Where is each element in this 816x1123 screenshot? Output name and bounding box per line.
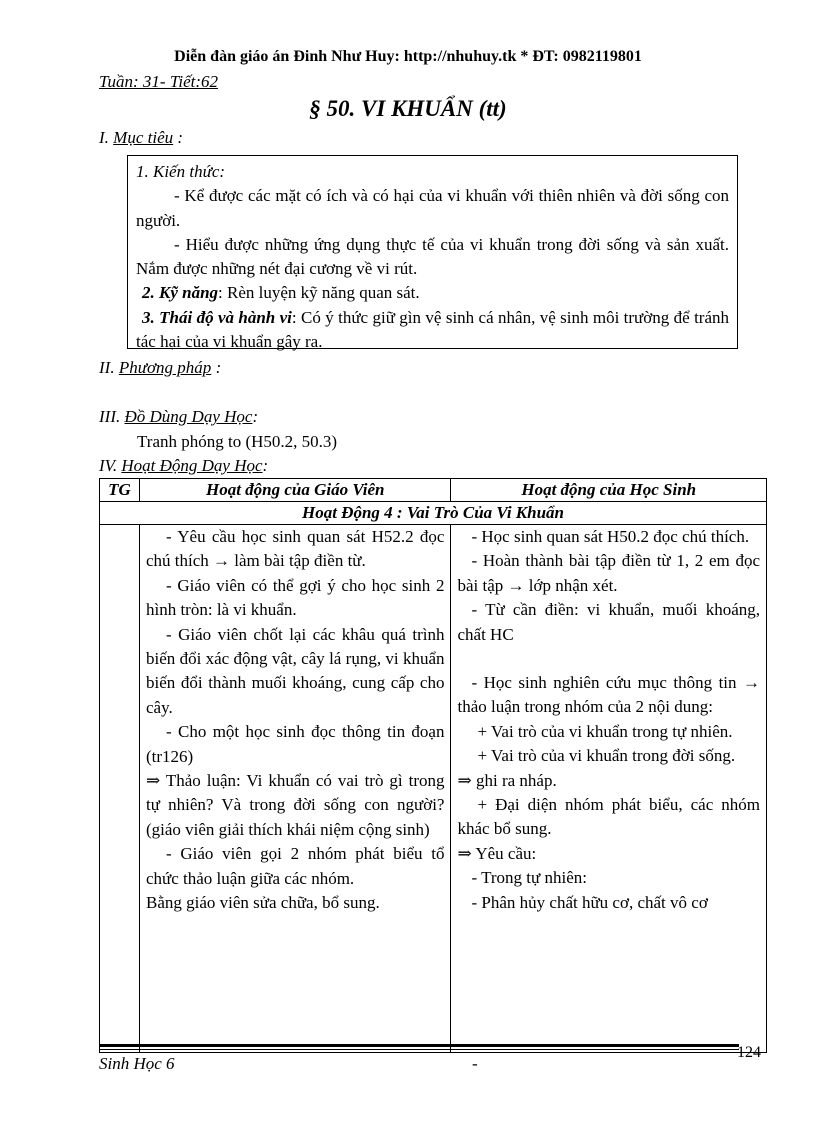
section-materials [99, 407, 258, 427]
content-row [100, 525, 767, 1053]
page-title: § 50. VI KHUẨN (tt) [309, 96, 507, 121]
student-line: + Đại diện nhóm phát biểu, các nhóm khác bổ sung. [457, 795, 760, 839]
section-number: III. [99, 407, 121, 426]
page-number: 124 [737, 1044, 761, 1061]
section-suffix: : [262, 456, 269, 475]
header-student: Hoạt động của Học Sinh [451, 479, 767, 502]
teacher-line: - Giáo viên có thể gợi ý cho học sinh 2 hình tròn: là vi khuẩn. [145, 575, 445, 620]
student-line: ⇒ ghi ra nháp. [457, 770, 557, 790]
tg-cell [100, 525, 140, 1053]
skill-line [136, 281, 729, 305]
attitude-text: : Có ý thức giữ gìn vệ sinh cá nhân, vệ sinh môi trường để tránh tác hại của vi khuẩn gây ra. [136, 307, 729, 352]
section-suffix: : [211, 358, 222, 377]
header-tg: TG [100, 479, 140, 502]
footer-dash: - [472, 1054, 478, 1073]
section-number: II. [99, 358, 115, 377]
student-line: + Vai trò của vi khuẩn trong tự nhiên. [477, 721, 733, 741]
section-suffix: : [173, 128, 184, 147]
section-suffix: : [252, 407, 259, 426]
table-header-row [100, 479, 767, 502]
skill-text: : Rèn luyện kỹ năng quan sát. [218, 283, 420, 303]
section-method [99, 358, 221, 378]
section-label: Hoạt Động Dạy Học [121, 456, 263, 475]
student-line: - Học sinh nghiên cứu mục thông tin → thảo luận trong nhóm của 2 nội dung: [457, 673, 760, 717]
student-line: - Trong tự nhiên: [471, 868, 587, 888]
student-line: ⇒ Yêu cầu: [457, 843, 537, 863]
teacher-line: Bằng giáo viên sửa chữa, bổ sung. [145, 893, 380, 913]
section-label: Mục tiêu [113, 128, 174, 147]
teacher-cell [139, 525, 451, 1053]
footer-rule-thick [99, 1044, 739, 1047]
student-line: - Học sinh quan sát H50.2 đọc chú thích. [471, 527, 750, 546]
activity-title: Hoạt Động 4 : Vai Trò Của Vi Khuẩn [100, 502, 767, 525]
student-cell [451, 525, 767, 1053]
student-line: - Từ cần điền: vi khuẩn, muối khoáng, chất HC [457, 600, 760, 644]
header-line: Diễn đàn giáo án Đinh Như Huy: http://nhuhuy.tk * ĐT: 0982119801 [174, 48, 642, 65]
section-number: I. [99, 128, 109, 147]
section-number: IV. [99, 456, 118, 475]
teacher-line: - Cho một học sinh đọc thông tin đoạn (tr126) [145, 722, 445, 766]
knowledge-item-1: - Kể được các mặt có ích và có hại của vi khuẩn với thiên nhiên và đời sống con người. [136, 186, 729, 230]
knowledge-heading: 1. Kiến thức: [136, 162, 226, 181]
student-line: + Vai trò của vi khuẩn trong đời sống. [477, 746, 736, 766]
knowledge-item-2: - Hiểu được những ứng dụng thực tế của vi khuẩn trong đời sống và sản xuất. Nắm được những nét đại cương về vi rút. [136, 234, 729, 279]
student-line: - Hoàn thành bài tập điền từ 1, 2 em đọc bài tập → lớp nhận xét. [457, 551, 760, 595]
skill-heading: 2. Kỹ năng [142, 283, 219, 303]
objectives-box [127, 155, 738, 352]
teacher-line: - Giáo viên chốt lại các khâu quá trình biến đổi xác động vật, cây lá rụng, vi khuẩn biến đổi thành muối khoáng, cung cấp cho cây. [145, 624, 445, 717]
section-label: Phương pháp [118, 358, 212, 377]
teacher-line: ⇒ Thảo luận: Vi khuẩn có vai trò gì trong tự nhiên? Và trong đời sống con người? (giáo viên giải thích khái niệm cộng sinh) [145, 771, 445, 839]
attitude-heading: 3. Thái độ và hành vi [142, 307, 292, 327]
activity-row [100, 502, 767, 525]
section-label: Đồ Dùng Dạy Học [124, 407, 253, 426]
week-lesson: Tuần: 31- Tiết:62 [99, 72, 219, 91]
footer-subject: Sinh Học 6 [99, 1054, 175, 1073]
footer-rule-thin [99, 1049, 739, 1050]
teacher-line: - Giáo viên gọi 2 nhóm phát biểu tổ chức thảo luận giữa các nhóm. [145, 844, 445, 888]
header-teacher: Hoạt động của Giáo Viên [139, 479, 451, 502]
section-activities [99, 456, 268, 476]
section-objectives [99, 128, 183, 148]
attitude-line [136, 306, 729, 355]
student-line: - Phân hủy chất hữu cơ, chất vô cơ [471, 892, 708, 912]
materials-text: Tranh phóng to (H50.2, 50.3) [137, 432, 338, 451]
teacher-line: - Yêu cầu học sinh quan sát H52.2 đọc chú thích → làm bài tập điền từ. [145, 527, 445, 571]
activities-table [99, 478, 767, 1053]
